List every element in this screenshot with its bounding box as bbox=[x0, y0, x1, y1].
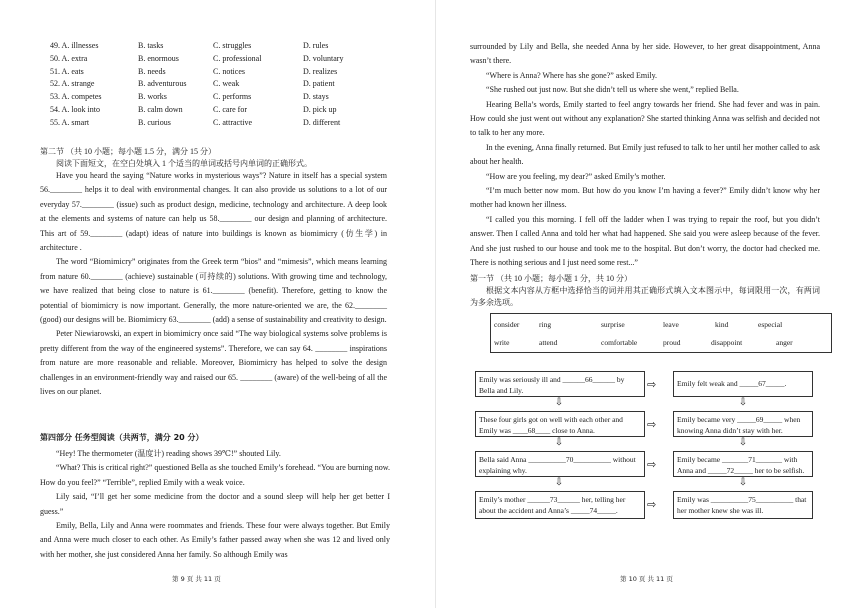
section2-instructions: 阅读下面短文，在空白处填入 1 个适当的单词或括号内单词的正确形式。 bbox=[56, 159, 312, 168]
story-paragraph: “Where is Anna? Where has she gone?” asked Emily. bbox=[486, 70, 658, 80]
story-paragraph: “I’m much better now mom. But how do you know I’m having a fever?” Emily didn’t know why her mother had known her illness. bbox=[470, 186, 820, 210]
story-left bbox=[40, 447, 390, 562]
story-paragraph: “She rushed out just now. But she didn’t tell us where she went,” replied Bella. bbox=[486, 85, 739, 95]
page-footer-9: 第 9 页 共 11 页 bbox=[172, 575, 221, 583]
story-paragraph: “Hey! The thermometer (温度计) reading shows 39℃!” shouted Lily. bbox=[56, 449, 281, 458]
flow-box-73-74: Emily’s mother ______73______ her, telling her about the accident and Anna’s _____74_____. bbox=[475, 491, 645, 519]
down-arrow-icon: ⇩ bbox=[738, 477, 748, 488]
option-row-52: 52. A. strange B. adventurous C. weak D. patient bbox=[50, 79, 335, 89]
section1-heading: 第一节 （共 10 小题；每小题 1 分，共 10 分） bbox=[470, 274, 632, 283]
word: disappoint bbox=[711, 338, 743, 347]
word: kind bbox=[715, 320, 729, 329]
story-paragraph: In the evening, Anna finally returned. But Emily just refused to talk to her until her mother called to ask about her health. bbox=[470, 142, 820, 167]
right-arrow-icon: ⇨ bbox=[647, 378, 657, 391]
story-paragraph: “I called you this morning. I fell off the ladder when I was trying to repair the roof, but you didn’t answer. Then I called Anna and told her what had happened. She said you were asleep because of the fever. And she just rushed to our house and took me to the hospital. But don’t worry, the doctor had checked me. There is nothing serious and I just need some rest...” bbox=[470, 214, 820, 268]
word: surprise bbox=[601, 320, 625, 329]
option-row-54: 54. A. look into B. calm down C. care for D. pick up bbox=[50, 104, 337, 114]
passage-paragraph: Peter Niewiarowski, an expert in biomimicry once said “The way biological systems solve problems is pretty different from the way of the engineered systems”. Therefore, we can say 64. ________ inspirations from nature are more reasonable and reliable. Moreover, Biomimicry has helped to solve the design challenges in an environment-friendly way and raised our 65. ________ (aware) of the well-being of all the lives on our planet. bbox=[40, 329, 387, 397]
part4-heading: 第四部分 任务型阅读（共两节，满分 20 分） bbox=[40, 433, 204, 442]
story-paragraph: Emily, Bella, Lily and Anna were roommates and friends. These four were always together. But Emily and Anna were much closer to each other. As Emily’s father passed away when she was 12 and lived only with her mother, she just considered Anna her family. So although Emily was bbox=[40, 521, 390, 559]
flow-box-70: Bella said Anna __________70__________ without explaining why. bbox=[475, 451, 645, 477]
word: ring bbox=[539, 320, 552, 329]
word: anger bbox=[776, 338, 793, 347]
word: comfortable bbox=[601, 338, 638, 347]
passage-paragraph: Have you heard the saying “Nature works in mysterious ways”? Nature in itself has a special system 56.________ helps it to deal with environmental changes. It can also provide us solutions to a lot of our everyday 57.________ (issue) such as product design, medicine, technology and architecture. A deep look at the elements and systems of nature can help us 58.________ our design and planning of architecture. This art of 59.________ (adapt) ideas of nature into buildings is known as biomimicry (仿生学) in architecture . bbox=[40, 171, 387, 253]
cloze-passage bbox=[40, 169, 387, 400]
right-page bbox=[440, 0, 860, 608]
down-arrow-icon: ⇩ bbox=[738, 437, 748, 448]
word: especial bbox=[758, 320, 783, 329]
section2-heading: 第二节 （共 10 小题；每小题 1.5 分，满分 15 分） bbox=[40, 147, 216, 156]
option-row-51: 51. A. eats B. needs C. notices D. realizes bbox=[50, 66, 338, 76]
right-arrow-icon: ⇨ bbox=[647, 498, 657, 511]
word-row-2 bbox=[491, 337, 831, 349]
section1-instructions: 根据文本内容从方框中选择恰当的词并用其正确形式填入文本图示中，每词限用一次，有两词为多余选项。 bbox=[470, 286, 820, 307]
option-row-55: 55. A. smart B. curious C. attractive D. different bbox=[50, 117, 341, 127]
down-arrow-icon: ⇩ bbox=[554, 397, 564, 408]
down-arrow-icon: ⇩ bbox=[554, 437, 564, 448]
story-paragraph: Hearing Bella’s words, Emily started to feel angry towards her friend. She had fever and was in pain. How could she just went out without any explanation? She started thinking Anna was selfish and decided not to talk to her any more. bbox=[470, 99, 820, 138]
options-table bbox=[40, 40, 383, 130]
word: proud bbox=[663, 338, 681, 347]
option-row-53: 53. A. competes B. works C. performs D. stays bbox=[50, 92, 329, 102]
story-right bbox=[470, 40, 820, 271]
story-paragraph: Lily said, “I’ll get her some medicine from the doctor and a sound sleep will help her get better I guess.” bbox=[40, 492, 390, 516]
story-paragraph: “What? This is critical right?” questioned Bella as she touched Emily’s forehead. “You are burning now. How do you feel?” “Terrible”, replied Emily with a weak voice. bbox=[40, 463, 390, 487]
word: leave bbox=[663, 320, 679, 329]
word: write bbox=[494, 338, 510, 347]
down-arrow-icon: ⇩ bbox=[554, 477, 564, 488]
flow-box-75: Emily was __________75__________ that her mother knew she was ill. bbox=[673, 491, 813, 519]
passage-paragraph: The word “Biomimicry” originates from the Greek term “bios” and “mimesis”, which means learning from nature 60.________ (achieve) sustainable (可持续的) solutions. With growing time and technology, we have realized that being close to nature is 61.________ (benefit). Therefore, getting to know the potential of biomimicry is now important. Generally, the more nature-oriented we are, the 62.________ (good) our designs will be. Biomimicry 63.________ (add) a sense of sustainability and creativity to design. bbox=[40, 257, 387, 325]
flow-box-71-72: Emily became _______71_______ with Anna and _____72_____ her to be selfish. bbox=[673, 451, 813, 477]
story-paragraph: “How are you feeling, my dear?” asked Emily’s mother. bbox=[486, 171, 666, 181]
option-row-49: 49. A. illnesses B. tasks C. struggles D. rules bbox=[50, 41, 329, 50]
page-footer-10: 第 10 页 共 11 页 bbox=[620, 575, 673, 583]
word: attend bbox=[539, 338, 558, 347]
flow-box-68: These four girls got on well with each other and Emily was ____68____ close to Anna. bbox=[475, 411, 645, 437]
down-arrow-icon: ⇩ bbox=[738, 397, 748, 408]
option-row-50: 50. A. extra B. enormous C. professional D. voluntary bbox=[50, 53, 344, 63]
word-row-1 bbox=[491, 319, 831, 331]
word: consider bbox=[494, 320, 520, 329]
word-bank-box bbox=[490, 313, 832, 353]
right-arrow-icon: ⇨ bbox=[647, 418, 657, 431]
right-arrow-icon: ⇨ bbox=[647, 458, 657, 471]
flow-box-67: Emily felt weak and _____67_____. bbox=[673, 371, 813, 397]
flow-box-66: Emily was seriously ill and ______66______ by Bella and Lily. bbox=[475, 371, 645, 397]
story-paragraph: surrounded by Lily and Bella, she needed Anna by her side. However, to her great disappointment, Anna wasn’t there. bbox=[470, 42, 820, 66]
flow-box-69: Emily became very _____69_____ when knowing Anna didn’t stay with her. bbox=[673, 411, 813, 437]
